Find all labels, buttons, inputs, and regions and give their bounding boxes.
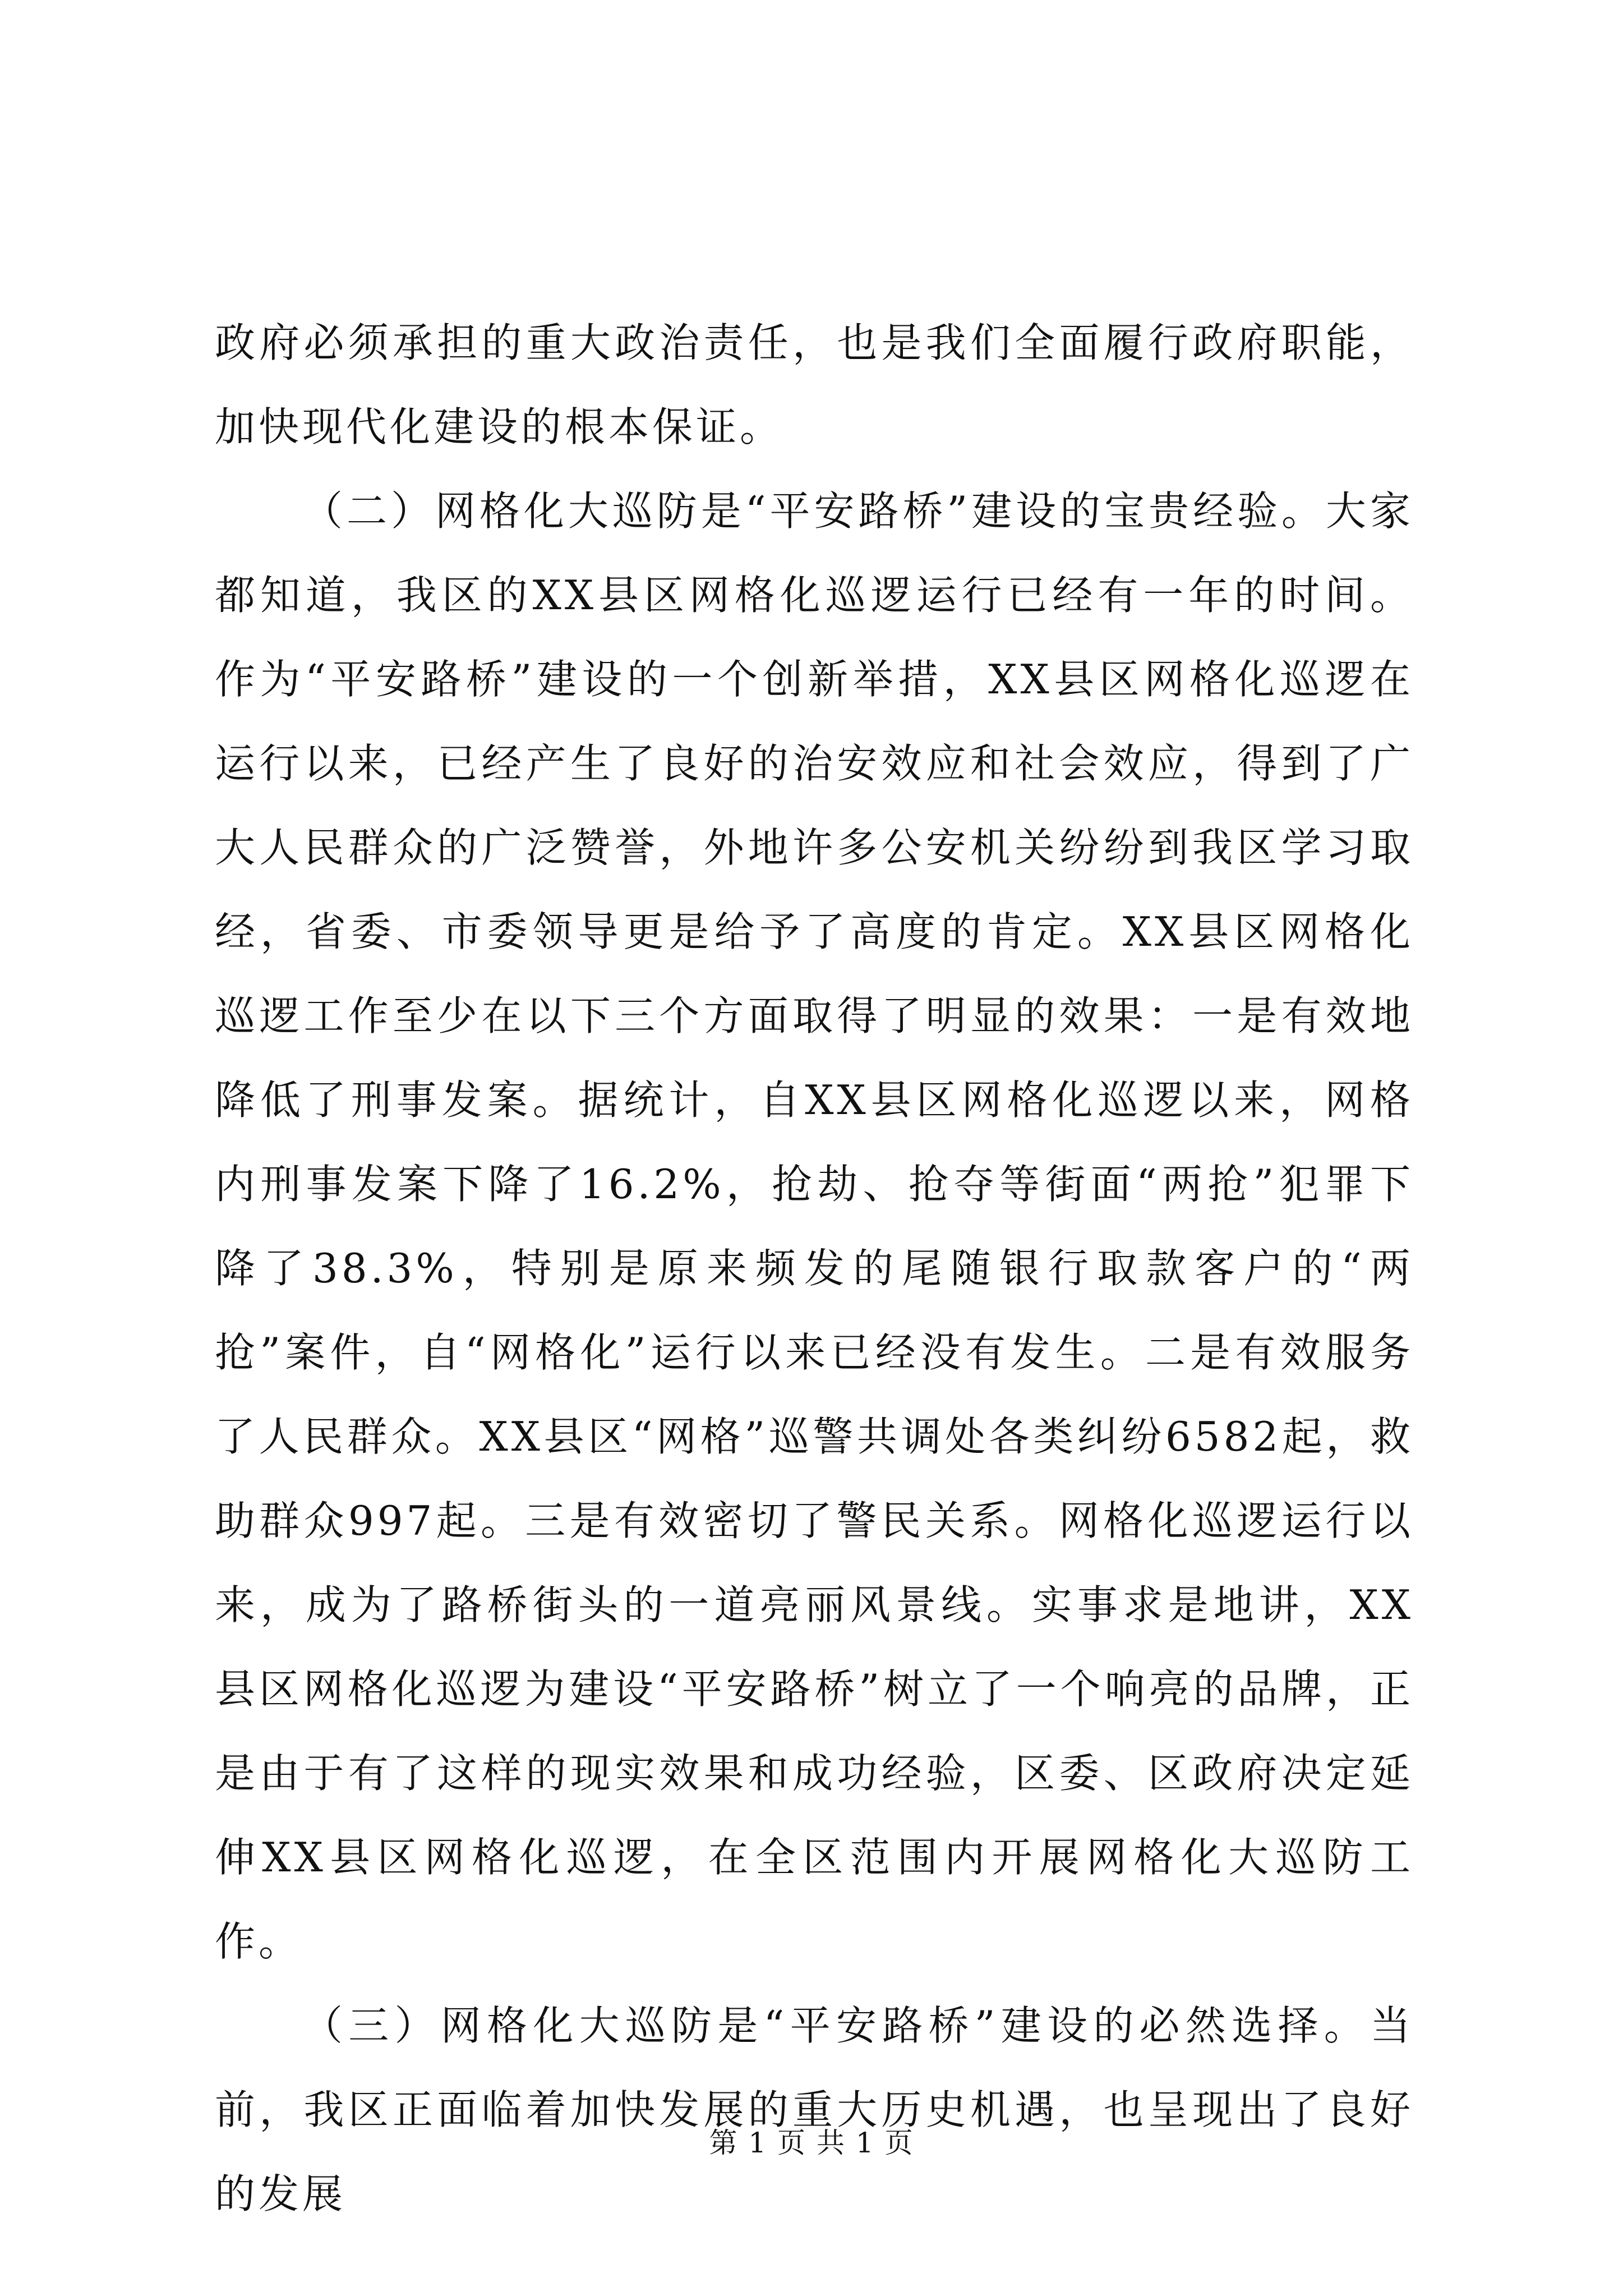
page-number-label: 第 1 页 共 1 页 [709,2127,914,2159]
paragraph-section-two: （二）网格化大巡防是“平安路桥”建设的宝贵经验。大家都知道，我区的XX县区网格化巡逻运行已经有一年的时间。作为“平安路桥”建设的一个创新举措，XX县区网格化巡逻在运行以来，已经产生了良好的治安效应和社会效应，得到了广大人民群众的广泛赞誉，外地许多公安机关纷纷到我区学习取经，省委、市委领导更是给予了高度的肯定。XX县区网格化巡逻工作至少在以下三个方面取得了明显的效果：一是有效地降低了刑事发案。据统计，自XX县区网格化巡逻以来，网格内刑事发案下降了16.2%，抢劫、抢夺等街面“两抢”犯罪下降了38.3%，特别是原来频发的尾随银行取款客户的“两抢”案件，自“网格化”运行以来已经没有发生。二是有效服务了人民群众。XX县区“网格”巡警共调处各类纠纷6582起，救助群众997起。三是有效密切了警民关系。网格化巡逻运行以来，成为了路桥街头的一道亮丽风景线。实事求是地讲，XX县区网格化巡逻为建设“平安路桥”树立了一个响亮的品牌，正是由于有了这样的现实效果和成功经验，区委、区政府决定延伸XX县区网格化巡逻，在全区范围内开展网格化大巡防工作。 [215,487,1414,1965]
paragraph-section-three: （三）网格化大巡防是“平安路桥”建设的必然选择。当前，我区正面临着加快发展的重大历史机遇，也呈现出了良好的发展 [215,2002,1414,2217]
document-body [215,301,1414,2236]
page-footer [0,2120,1623,2161]
paragraph-continuation: 政府必须承担的重大政治责任，也是我们全面履行政府职能，加快现代化建设的根本保证。 [215,319,1414,450]
